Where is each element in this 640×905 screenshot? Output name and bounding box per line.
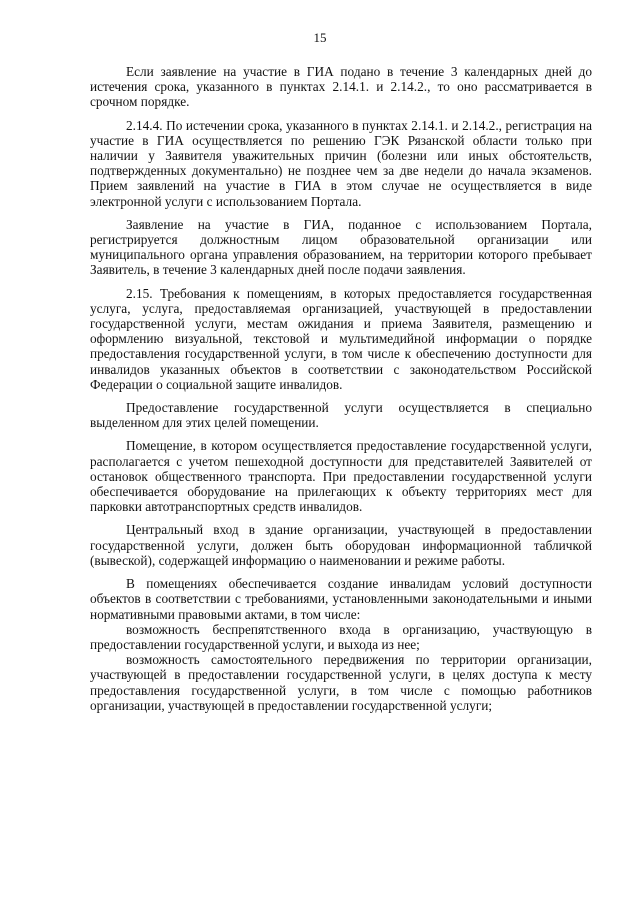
paragraph-portal-registration: Заявление на участие в ГИА, поданное с использованием Портала, регистрируется должностным лицом образовательной организации или муниципального органа управления образованием, на территории которого пребывает Заявитель, в течение 3 календарных дней после подачи заявления. — [90, 216, 592, 278]
paragraph-central-entrance: Центральный вход в здание организации, участвующей в предоставлении государственной услуги, должен быть оборудован информационной табличкой (вывеской), содержащей информацию о наименовании и режиме работы. — [90, 522, 592, 568]
paragraph-2-15: 2.15. Требования к помещениям, в которых предоставляется государственная услуга, услуга, предоставляемая организацией, участвующей в предоставлении государственной услуги, местам ожидания и приема Заявителя, размещению и оформлению визуальной, текстовой и мультимедийной информации о порядке предоставления государственной услуги, в том числе к обеспечению доступности для инвалидов указанных объектов в соответствии с законодательством Российской Федерации о социальной защите инвалидов. — [90, 285, 592, 392]
document-body — [90, 64, 592, 713]
paragraph-accessibility-conditions: В помещениях обеспечивается создание инвалидам условий доступности объектов в соответствии с требованиями, установленными законодательными и иными нормативными правовыми актами, в том числе: — [90, 576, 592, 622]
paragraph-independent-movement: возможность самостоятельного передвижения по территории организации, участвующей в предоставлении государственной услуги, в целях доступа к месту предоставления государственной услуги, в том числе с помощью работников организации, участвующей в предоставлении государственной услуги; — [90, 652, 592, 713]
paragraph-premises-location: Помещение, в котором осуществляется предоставление государственной услуги, располагается с учетом пешеходной доступности для представителей Заявителей от остановок общественного транспорта. При предоставлении государственной услуги обеспечивается оборудование на прилегающих к объекту территориях мест для парковки автотранспортных средств инвалидов. — [90, 438, 592, 515]
paragraph-urgent-application: Если заявление на участие в ГИА подано в течение 3 календарных дней до истечения срока, указанного в пунктах 2.14.1. и 2.14.2., то оно рассматривается в срочном порядке. — [90, 64, 592, 110]
paragraph-dedicated-premises: Предоставление государственной услуги осуществляется в специально выделенном для этих целей помещении. — [90, 400, 592, 431]
page-number: 15 — [313, 30, 327, 45]
paragraph-2-14-4: 2.14.4. По истечении срока, указанного в пунктах 2.14.1. и 2.14.2., регистрация на участие в ГИА осуществляется по решению ГЭК Рязанской области только при наличии у Заявителя уважительных причин (болезни или иных обстоятельств, подтвержденных документально) не позднее чем за две недели до начала экзаменов. Прием заявлений на участие в ГИА в этом случае не осуществляется в виде электронной услуги с использованием Портала. — [90, 117, 592, 209]
paragraph-barrier-free-entry: возможность беспрепятственного входа в организацию, участвующую в предоставлении государственной услуги, и выхода из нее; — [90, 621, 592, 652]
